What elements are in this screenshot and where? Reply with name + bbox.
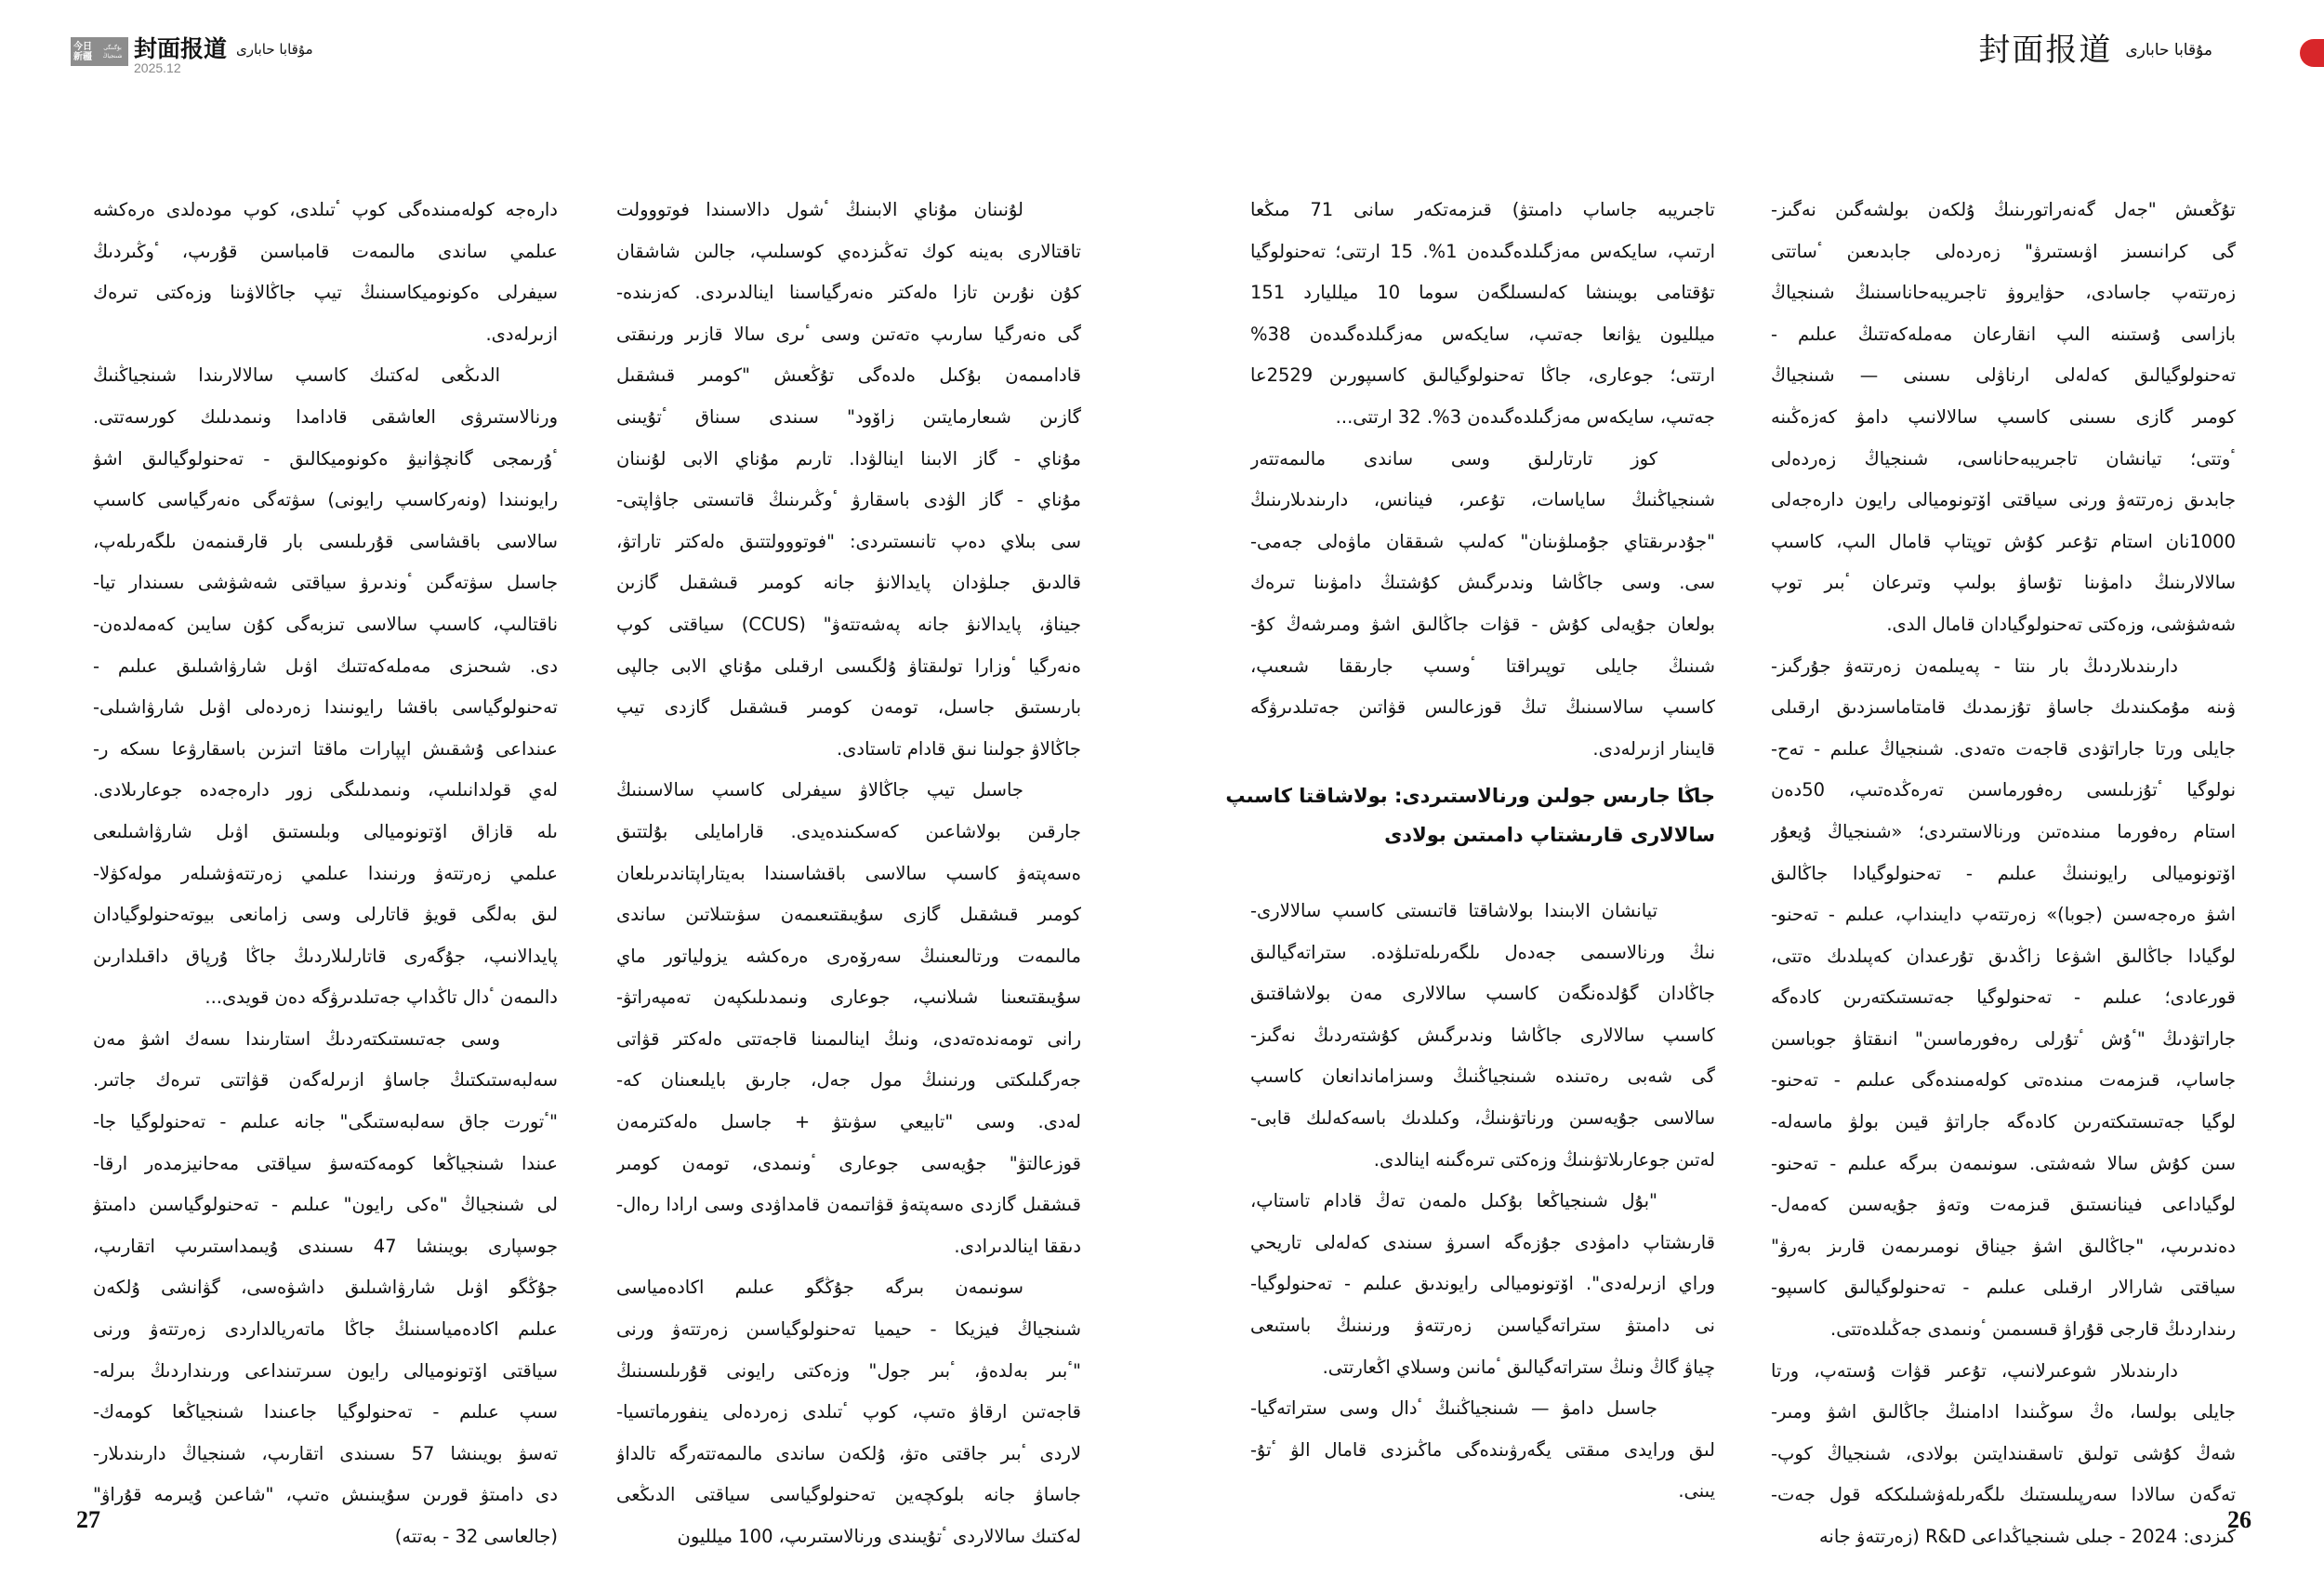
text-column-2-bottom [1250, 891, 1715, 1513]
text-line: الدىڭعى لەكتىك كاسىپ سالالارىندا شىنجياڭنىڭ [93, 364, 500, 387]
text-line: قوزعالتۋ" جۇيەسى جوعارى ٴونىمدى، تومەن كومىر [616, 1152, 1081, 1174]
text-line: ٴوتتى؛ تيانشان تاجىريبەحاناسى، شىنجياڭ زەردەلى [1771, 447, 2236, 470]
text-line: جايلى ورتا جاراتۋدى قاجەت ەتەدى. شىنجياڭ عىلىم - تەح- [1771, 737, 2236, 760]
text-line: تەحنولوگياسى باقشا رايونىندا زەردەلى اۋىل شارۋاشىلى- [93, 696, 558, 719]
issue-date: 2025.12 [134, 60, 181, 75]
section-title-kazakh: مۇقابا حاباری [2125, 41, 2212, 60]
text-line: مۇناي - گاز الۋدى باسقارۋ ٴوڭىرىنىڭ قاتىستى جاۋاپتى- [616, 489, 1081, 511]
text-line: نولوگيا ٴتۇزىلىسى رەفورماسىن تەرەڭدەتىپ، 50دەن [1771, 779, 2236, 801]
text-line: كىزدى: 2024 - جىلى شىنجياڭداعى R&D (زەرتتەۋ جانە [1818, 1526, 2236, 1547]
text-line: تيانشان الابىندا بولاشاقتا قاتىستى كاسىپ سالالارى- [1250, 900, 1657, 921]
magazine-logo [71, 37, 128, 66]
text-column-1 [1771, 190, 2236, 1558]
text-line: عىندا شىنجياڭعا كومەكتەسۋ سياقتى مەحانيزمدەر ارقا- [93, 1152, 558, 1174]
text-line: كاسىپ سالاسىنىڭ تىڭ قوزعالىس قۋاتىن جەتىلدىرۋگە [1250, 696, 1715, 719]
text-line: سياقتى اۆتونوميالى رايون سىرتىنداعى ورىنداردىڭ بىرلە- [93, 1359, 558, 1382]
section-title-chinese: 封面报道 [1978, 32, 2113, 69]
text-line: ميلليون يۋانعا جەتىپ، سايكەس مەزگىلدەگىدەن 38% [1250, 323, 1715, 345]
right-page [1162, 0, 2324, 1588]
text-line: (جالعاسى 32 - بەتتە) [394, 1526, 558, 1547]
text-line: شىنجياڭ فيزيكا - حيميا تەحنولوگياسىن زەرتتەۋ ورنى [616, 1318, 1081, 1341]
right-page-header [1978, 33, 2212, 67]
text-line: قارىشتاپ دامۋدى جۇزەگە اسىرۋ سىندى كەلەلى تاريحي [1250, 1231, 1715, 1253]
text-line: عىلمي زەرتتەۋ ورنىندا عىلمي زەرتتەۋشىلەر مولەكۋلا- [93, 862, 558, 884]
text-line: ارتتى؛ جوعارى، جاڭا تەحنولوگيالىق كاسىپورىن 2529عا [1250, 364, 1715, 387]
text-line: رىنداردىڭ قارجى قۇراۋ قىسىمىن ٴونىمدى جەڭىلدەتتى. [1830, 1318, 2236, 1341]
text-line: دىققا اينالدىرادى. [954, 1235, 1081, 1257]
text-line: تاجىريبە جاساپ دامىتۋ) قىزمەتكەر سانى 71 مىڭعا [1250, 199, 1715, 220]
text-line: لوگيا جەتىستىكتەرىن كادەگە جاراتۋ قيىن بولۋ ماسەلە- [1771, 1111, 2236, 1133]
text-line: لى شىنجياڭ "ەكى رايون" عىلىم - تەحنولوگياسىن دامىتۋ [93, 1194, 558, 1216]
text-line: لۇنىنان مۇناي الابىنىڭ ٴشول دالاسىندا فوتووولت [616, 199, 1023, 220]
text-line: قادامىمەن بۇكىل ەلدەگى تۇڭعىش "كومىر قىشقىل [616, 364, 1081, 387]
text-line: سەلبەستىكتىڭ جاساۋ ازىرلەگەن قۋاتتى تىرەك جاتىر. [93, 1069, 558, 1092]
text-line: شەڭ كۇشى تولىق تاسقىندايتىن بولادى، شىنجياڭ كوپ- [1771, 1442, 2236, 1464]
text-line: جايلى بولسا، ەڭ سوڭىندا ادامنىڭ جاڭالىق اشۋ ومىر- [1771, 1401, 2236, 1423]
text-line: سياقتى شارالار ارقىلى عىلىم - تەحنولوگيالىق كاسىپو- [1771, 1277, 2236, 1299]
section-title-kazakh: مۇقابا حاباری [236, 41, 313, 58]
text-line: "بۇل شىنجياڭعا بۇكىل ەلمەن تەڭ قادام تاستاپ، [1250, 1190, 1657, 1212]
text-line: قورعادى؛ عىلىم - تەحنولوگيا جەتىستىكتەرىن كادەگە [1771, 986, 2236, 1009]
text-line: پايدالانىپ، جۇگەرى قاتارلىلاردىڭ جاڭا ۇرپاق داقىلدارىن [93, 945, 558, 967]
text-line: جەرگىلىكتى ورنىنىڭ مول جەل، جارىق بايلىعىنان كە- [616, 1069, 1081, 1092]
text-line: "جۇدىرىقتاي جۇمىلۋىنان" كەلىپ شىققان ماۋەلى جەمى- [1250, 530, 1715, 552]
text-line: دارىندىلاردىڭ بار ىنتا - پەيىلمەن زەرتتەۋ جۇرگىز- [1771, 655, 2178, 677]
text-line: بازاسى ۇستىنە الىپ انقارعان مەملەكەتتىڭ عىلىم - [1771, 323, 2236, 345]
text-line: جاسىل سۋتەگىن ٴوندىرۋ سياقتى شەشۋشى ىسىندار تيا- [93, 572, 558, 594]
text-line: دالىمەن ٴدال تاڭداپ جەتىلدىرۋگە دەن قويدى... [205, 986, 558, 1009]
text-line: رايونىندا (ونەركاسىپ رايونى) سۋتەگى ەنەرگياسى كاسىپ [93, 489, 558, 511]
text-line: 1000نان استام تۇعىر كۇش توپتاپ قامال الىپ، كاسىپ [1771, 530, 2236, 552]
text-line: ازىرلەدى. [485, 323, 558, 345]
text-line: مالىمەت ورتالىعىنىڭ سەرۆەرى ەرەكشە يزولياتور ماي [616, 945, 1081, 967]
text-line: اشۋ ەرەجەسىن (جوبا)» زەرتتەپ دايىنداپ، عىلىم - تەحنو- [1771, 904, 2236, 926]
text-line: تاقتالارى بەينە كوك تەڭىزدەي كوسىلىپ، جالىن شاشقان [616, 240, 1081, 262]
text-line: جاراتۋدىڭ "ٴۇش ٴتۇرلى رەفورماسىن" انىقتاۋ جوباسىن [1771, 1027, 2236, 1050]
text-line: گى شەبى رەتىندە شىنجياڭنىڭ وسىزاماندانعان كاسىپ [1250, 1065, 1715, 1088]
text-line: استام رەفورما مىندەتىن ورنالاستىردى؛ «شىنجياڭ ۇيعۇر [1771, 820, 2236, 842]
text-line: قاجەتىن ارقاۋ ەتىپ، كوپ ٴتىلدى زەردەلى ينفورماتسيا- [616, 1401, 1081, 1423]
section-title-chinese: 封面报道 [134, 35, 228, 62]
section-color-tab [2300, 39, 2324, 67]
text-line: سۇيىقتىعىنا شىلانىپ، جوعارى ونىمدىلىكپەن تەمپەراتۋ- [616, 986, 1081, 1009]
text-line: تەسۋ بويىنشا 57 ىسىندى اتقارىپ، شىنجياڭ دارىندىلار- [93, 1442, 558, 1464]
text-line: ٴۇرىمجى گانچۋانيۋ ەكونوميكالىق - تەحنولوگيالىق اشۋ [93, 447, 558, 470]
logo-chinese-text: 今日新疆 [73, 41, 92, 62]
text-line: سى. وسى جاڭاشا وندىرگىش كۇشتىڭ دامۋىنا تىرەك [1250, 572, 1715, 594]
text-line: ىلە قازاق اۆتونوميالى وبلىستىق اۋىل شارۋاشىلىعى [93, 820, 558, 842]
text-line: جاسىل تيپ جاڭالاۋ سيفرلى كاسىپ سالاسىنىڭ [616, 779, 1023, 801]
text-line: سىن كۇش سالا شەشتى. سونىمەن بىرگە عىلىم - تەحنو- [1771, 1152, 2236, 1174]
text-line: سالاسى جۇيەسىن ورناتۋىنىڭ، وكىلدىك باسەكەلىك قابى- [1250, 1106, 1715, 1129]
text-line: سىپ عىلىم - تەحنولوگيا جاعىندا شىنجياڭعا كومەك- [93, 1401, 558, 1423]
article-subheading [1225, 776, 1715, 854]
text-line: دى. شىحىزى مەملەكەتتىك اۋىل شارۋاشىلىق عىلىم - [93, 655, 558, 677]
subheading-line-2: سالالارى قارىشتاپ دامىتىن بولادى [1384, 824, 1715, 846]
text-line: جاساۋ جانە بلوكچەين تەحنولوگياسى سياقتى الدىڭعى [616, 1484, 1081, 1506]
text-line: ەنەرگيا ٴوزارا تولىقتاۋ ۇلگىسى ارقىلى مۇناي الابى جالپى [616, 655, 1081, 677]
text-line: كومىر قىشقىل گازى سۇيىقتىعىمەن سۋىتىلاتىن ساندى [616, 904, 1081, 926]
text-line: لەكتىك سالالاردى ٴتۇيىندى ورنالاستىرىپ، 100 ميلليون [677, 1526, 1081, 1547]
text-column-4 [93, 190, 558, 1558]
text-line: "ٴبىر بەلدەۋ، ٴبىر جول" وزەكتى رايونى قۇرىلىسىنىڭ [616, 1359, 1081, 1382]
text-line: شىنىڭ جايلى توپىراقتا ٴوسىپ جارىققا شىعىپ، [1250, 655, 1715, 677]
text-line: جاسىل دامۋ — شىنجياڭنىڭ ٴدال وسى ستراتەگيا- [1250, 1397, 1657, 1420]
text-line: قايىنار ازىرلەدى. [1592, 737, 1715, 760]
text-line: زەرتتەپ جاسادى، حۋايروۋ تاجىريبەحاناسىنىڭ شىنجياڭ [1771, 282, 2236, 304]
text-line: قىشقىل گازدى ەسەپتەۋ قۋاتىمەن قامداۋدى وسى ارادا رەال- [616, 1194, 1081, 1216]
text-line: ۋىنە مۇمكىندىك جاساۋ تۇزىمدىك قامتاماسىزدىق ارقىلى [1771, 696, 2236, 719]
text-line: لوگيادا جاڭالىق اشۋعا زاڭدىق تۇرعىدان كەپىلدىك ەتتى، [1771, 945, 2236, 967]
text-line: ورنالاستىرۋى العاشقى قادامدا ونىمدىلىك كورسەتتى. [93, 405, 558, 428]
text-line: دارىندىلار شوعىرلانىپ، تۇعىر قۋات ۇستەپ، ورتا [1771, 1359, 2178, 1382]
text-line: كومىر گازى ىسىنى كاسىپ سالالانىپ دامۋ كەزەڭىنە [1771, 405, 2236, 428]
text-line: جابدىق زەرتتەۋ ورنى سياقتى اۆتونوميالى رايون دارەجەلى [1771, 489, 2236, 511]
text-line: ەسەپتەۋ كاسىپ سالاسى باقشاسىندا بەيتاراپتاندىرىلعان [616, 862, 1081, 884]
text-line: چياۋ گاڭ ونىڭ ستراتەگيالىق ٴمانىن وسىلاي اڭعارتتى. [1322, 1356, 1715, 1378]
text-line: تەگەن سالادا سەرپىلىستىك ىلگەرىلەۋشىلىككە قول جەت- [1771, 1484, 2236, 1506]
text-line: جوسپارى بويىنشا 47 ىسىندى ۇيىمداستىرىپ اتقارىپ، [93, 1235, 558, 1257]
text-line: جاڭادان گۇلدەنگەن كاسىپ سالالارى مەن بولاشاقتىق [1250, 983, 1715, 1005]
text-column-3 [616, 190, 1081, 1558]
text-line: لىق بەلگى قويۋ قاتارلى وسى زامانعى بيوتەحنولوگيادان [93, 904, 558, 926]
text-line: جاساپ، قىزمەت مىندەتى كولەمىندەگى عىلىم - تەحنو- [1771, 1069, 2236, 1092]
text-line: شەشۋشى، وزەكتى تەحنولوگيادان قامال الدى. [1886, 613, 2236, 635]
text-line: دەندىرىپ، "جاڭالىق اشۋ جيناق نومىرىمەن قارىز بەرۋ" [1771, 1235, 2236, 1257]
text-line: جيناۋ، پايدالانۋ جانە پەشەتتەۋ" (CCUS) سياقتى كوپ [616, 613, 1081, 635]
text-line: لاردى ٴبىر جاقتى ەتۋ، ۇلكەن ساندى مالىمەتتەرگە تالداۋ [616, 1442, 1081, 1464]
page-number-right: 26 [2227, 1506, 2251, 1533]
text-line: ارتىپ، سايكەس مەزگىلدەگىدەن 1%. 15 ارتتى؛ تەحنولوگيا [1250, 240, 1715, 262]
text-line: گازىن شىعارمايتىن زاۆود" سىندى سىناق ٴتۇيىنى [616, 405, 1081, 428]
text-line: لوگياداعى فينانستىق قىزمەت وتەۋ جۇيەسىن كەمەل- [1771, 1194, 2236, 1216]
text-line: بولعان جۇيەلى كۇش - قۋات جاڭالىق اشۋ ومىرشەڭ كۇ- [1250, 613, 1715, 635]
text-line: جاڭالاۋ جولىنا نىق قادام تاستادى. [836, 737, 1081, 760]
logo-kazakh-text: بۇگىنگى شىنجياڭ [102, 44, 123, 60]
text-line: ناقتالىپ، كاسىپ سالاسى تىزبەگى كۇن سايىن كەمەلدەن- [93, 613, 558, 635]
text-line: لەي قولدانىلىپ، ونىمدىلىگى زور دارەجەدە جوعارىلادى. [93, 779, 558, 801]
text-line: كۇن نۇرىن تازا ەلەكتر ەنەرگياسىنا اينالدىردى. كەزىندە- [616, 282, 1081, 304]
text-line: قالدىق جىلۋدان پايدالانۋ جانە كومىر قىشقىل گازىن [616, 572, 1081, 594]
text-line: اۆتونوميالى رايونىنىڭ عىلىم - تەحنولوگيادا جاڭالىق [1771, 862, 2236, 884]
text-line: شىنجياڭنىڭ ساياسات، تۇعىر، فينانس، دارىندىلارىنىڭ [1250, 489, 1715, 511]
text-line: "ٴتورت جاق سەلبەستىگى" جانە عىلىم - تەحنولوگيا جا- [93, 1111, 558, 1133]
text-line: رانى تومەندەتەدى، ونىڭ اينالىمىنا قاجەتتى ەلەكتر قۋاتى [616, 1027, 1081, 1050]
text-line: جەتىپ، سايكەس مەزگىلدەگىدەن 3%. 32 ارتتى... [1335, 405, 1715, 428]
text-line: گى كرانىسىز اۋىستىرۋ" زەردەلى جابدىعىن ٴساتتى [1771, 240, 2236, 262]
text-line: دارەجە كولەمىندەگى كوپ ٴتىلدى، كوپ مودەلدى ەرەكشە [93, 199, 558, 220]
text-line: تۇڭعىش "جەل گەنەراتورىنىڭ ۇلكەن بولشەگىن نەگىز- [1771, 199, 2236, 220]
text-line: نىڭ ورنالاسىمى جەدەل ىلگەرىلەتىلۋدە. ستراتەگيالىق [1250, 941, 1715, 963]
text-line: كوز تارتارلىق وسى ساندى مالىمەتتەر [1250, 447, 1657, 470]
text-line: تەحنولوگيالىق كەلەلى ارناۋلى ىسىنى — شىنجياڭ [1771, 364, 2236, 387]
text-column-2-top [1250, 190, 1715, 770]
text-line: سالاسى باقشاسى قۇرىلىسى بار قارقىنمەن ىلگەرىلەپ، [93, 530, 558, 552]
text-line: سى بىلاي دەپ تانىستىردى: "فوتووولتتىق ەلەكتر تاراتۋ، [616, 530, 1081, 552]
text-line: دى دامىتۋ قورىن سۇيىنىش ەتىپ، "شاعىن ۇيىرمە قۇراۋ" [93, 1484, 558, 1506]
text-line: نى دامىتۋ ستراتەگياسىن زەرتتەۋ ورنىنىڭ باستىعى [1250, 1314, 1715, 1336]
left-page-header [71, 37, 313, 74]
text-line: لەدى. وسى "تابيعي سۋىتۋ + جاسىل ەلەكترمەن [616, 1111, 1081, 1133]
text-line: بارىستىق جاسىل، تومەن كومىر قىشقىل گازدى تيپ [616, 696, 1081, 719]
text-line: تۇقتامى بويىنشا كەلىسىلگەن سوما 10 ميلليارد 151 [1250, 282, 1715, 304]
text-line: سونىمەن بىرگە جۇڭگو عىلىم اكادەمياسى [616, 1277, 1023, 1299]
text-line: جۇڭگو اۋىل شارۋاشىلىق داشۋەسى، گۋانشى ۇلكەن [93, 1277, 558, 1299]
text-line: لىق ورايدى مىقتى يگەرۋىندەگى ماڭىزدى قامال الۋ ٴتۇ- [1250, 1438, 1715, 1461]
subheading-line-1: جاڭا جارىس جولىن ورنالاستىردى: بولاشاقتا كاسىپ [1225, 785, 1715, 807]
text-line: يىنى. [1678, 1480, 1715, 1502]
text-line: مۇناي - گاز الابىنا اينالۋدا. تارىم مۇناي الابى لۇنىنان [616, 447, 1081, 470]
text-line: وراي ازىرلەدى". اۆتونوميالى رايوندىق عىلىم - تەحنولوگيا- [1250, 1273, 1715, 1295]
text-line: وسى جەتىستىكتەردىڭ استارىندا ىسەك اشۋ مەن [93, 1027, 500, 1050]
text-line: عىلمي ساندى مالىمەت قامباسىن قۇرىپ، ٴوڭىردىڭ [93, 240, 558, 262]
text-line: گى ەنەرگيا سارىپ ەتەتىن وسى ٴىرى سالا قازىر ورنىقتى [616, 323, 1081, 345]
text-line: عىلىم اكادەمياسىنىڭ جاڭا ماتەريالداردى زەرتتەۋ ورنى [93, 1318, 558, 1341]
text-line: جارقىن بولاشاعىن كەسكىندەيدى. قارامايلى بۇلتتىق [616, 820, 1081, 842]
text-line: سيفرلى ەكونوميكاسىنىڭ تيپ جاڭالاۋىنا وزەكتى تىرەك [93, 282, 558, 304]
text-line: عىنداعى ۇشقىش اپپارات ماقتا اتىزىن باسقارۋعا ىسكە ر- [93, 737, 558, 760]
text-line: سالالارىنىڭ دامۋىنا تۇساۋ بولىپ وتىرعان ٴبىر توپ [1771, 572, 2236, 594]
text-line: لەتىن جوعارىلاتۋىنىڭ وزەكتى تىرەگىنە اينالدى. [1373, 1148, 1715, 1171]
text-line: كاسىپ سالالارى جاڭاشا وندىرگىش كۇشتەردىڭ نەگىز- [1250, 1024, 1715, 1046]
page-number-left: 27 [76, 1506, 100, 1533]
